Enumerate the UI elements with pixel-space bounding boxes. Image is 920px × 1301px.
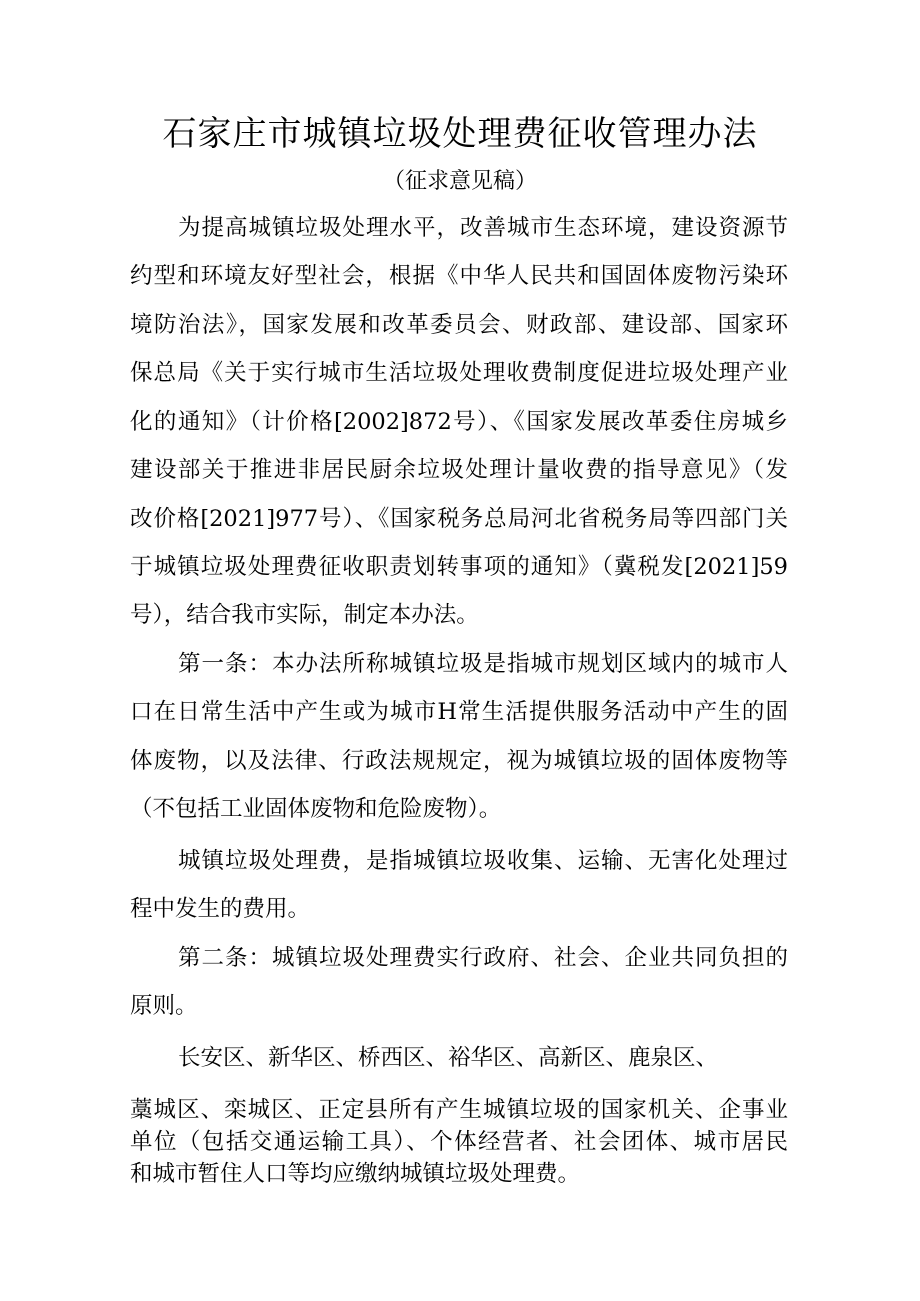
text-line: 城镇垃圾处理费，是指城镇垃圾收集、运输、无害化处理过 xyxy=(178,848,788,874)
text-line: 为提高城镇垃圾处理水平，改善城市生态环境，建设资源节 xyxy=(178,215,788,241)
document-subtitle: （征求意见稿） xyxy=(382,169,537,194)
text-line: 原则。 xyxy=(130,993,198,1019)
text-line: 境防治法》，国家发展和改革委员会、财政部、建设部、国家环 xyxy=(130,312,788,338)
text-line: 号），结合我市实际，制定本办法。 xyxy=(130,602,479,628)
text-line: 口在日常生活中产生或为城市H常生活提供服务活动中产生的固 xyxy=(130,699,788,725)
text-line: 藁城区、栾城区、正定县所有产生城镇垃圾的国家机关、企事业 xyxy=(130,1097,788,1123)
text-line: 建设部关于推进非居民厨余垃圾处理计量收费的指导意见》（发 xyxy=(130,457,788,483)
text-line: 体废物，以及法律、行政法规规定，视为城镇垃圾的固体废物等 xyxy=(130,748,788,774)
text-line: （不包括工业固体废物和危险废物）。 xyxy=(130,796,502,822)
text-line: 第一条：本办法所称城镇垃圾是指城市规划区域内的城市人 xyxy=(178,651,788,677)
document-title: 石家庄市城镇垃圾处理费征收管理办法 xyxy=(162,114,758,154)
text-line: 化的通知》（计价格[2002]872号）、《国家发展改革委住房城乡 xyxy=(130,409,788,435)
text-line: 程中发生的费用。 xyxy=(130,896,311,922)
text-line: 约型和环境友好型社会，根据《中华人民共和国固体废物污染环 xyxy=(130,263,788,289)
text-line: 于城镇垃圾处理费征收职责划转事项的通知》（冀税发[2021]59 xyxy=(130,554,788,580)
text-line: 第二条：城镇垃圾处理费实行政府、社会、企业共同负担的 xyxy=(178,945,788,971)
text-line: 长安区、新华区、桥西区、裕华区、高新区、鹿泉区、 xyxy=(178,1045,719,1071)
text-line: 单位（包括交通运输工具）、个体经营者、社会团体、城市居民 xyxy=(130,1129,788,1155)
text-line: 保总局《关于实行城市生活垃圾处理收费制度促进垃圾处理产业 xyxy=(130,360,788,386)
text-line: 改价格[2021]977号）、《国家税务总局河北省税务局等四部门关 xyxy=(130,506,788,532)
text-line: 和城市暂住人口等均应缴纳城镇垃圾处理费。 xyxy=(130,1161,581,1187)
